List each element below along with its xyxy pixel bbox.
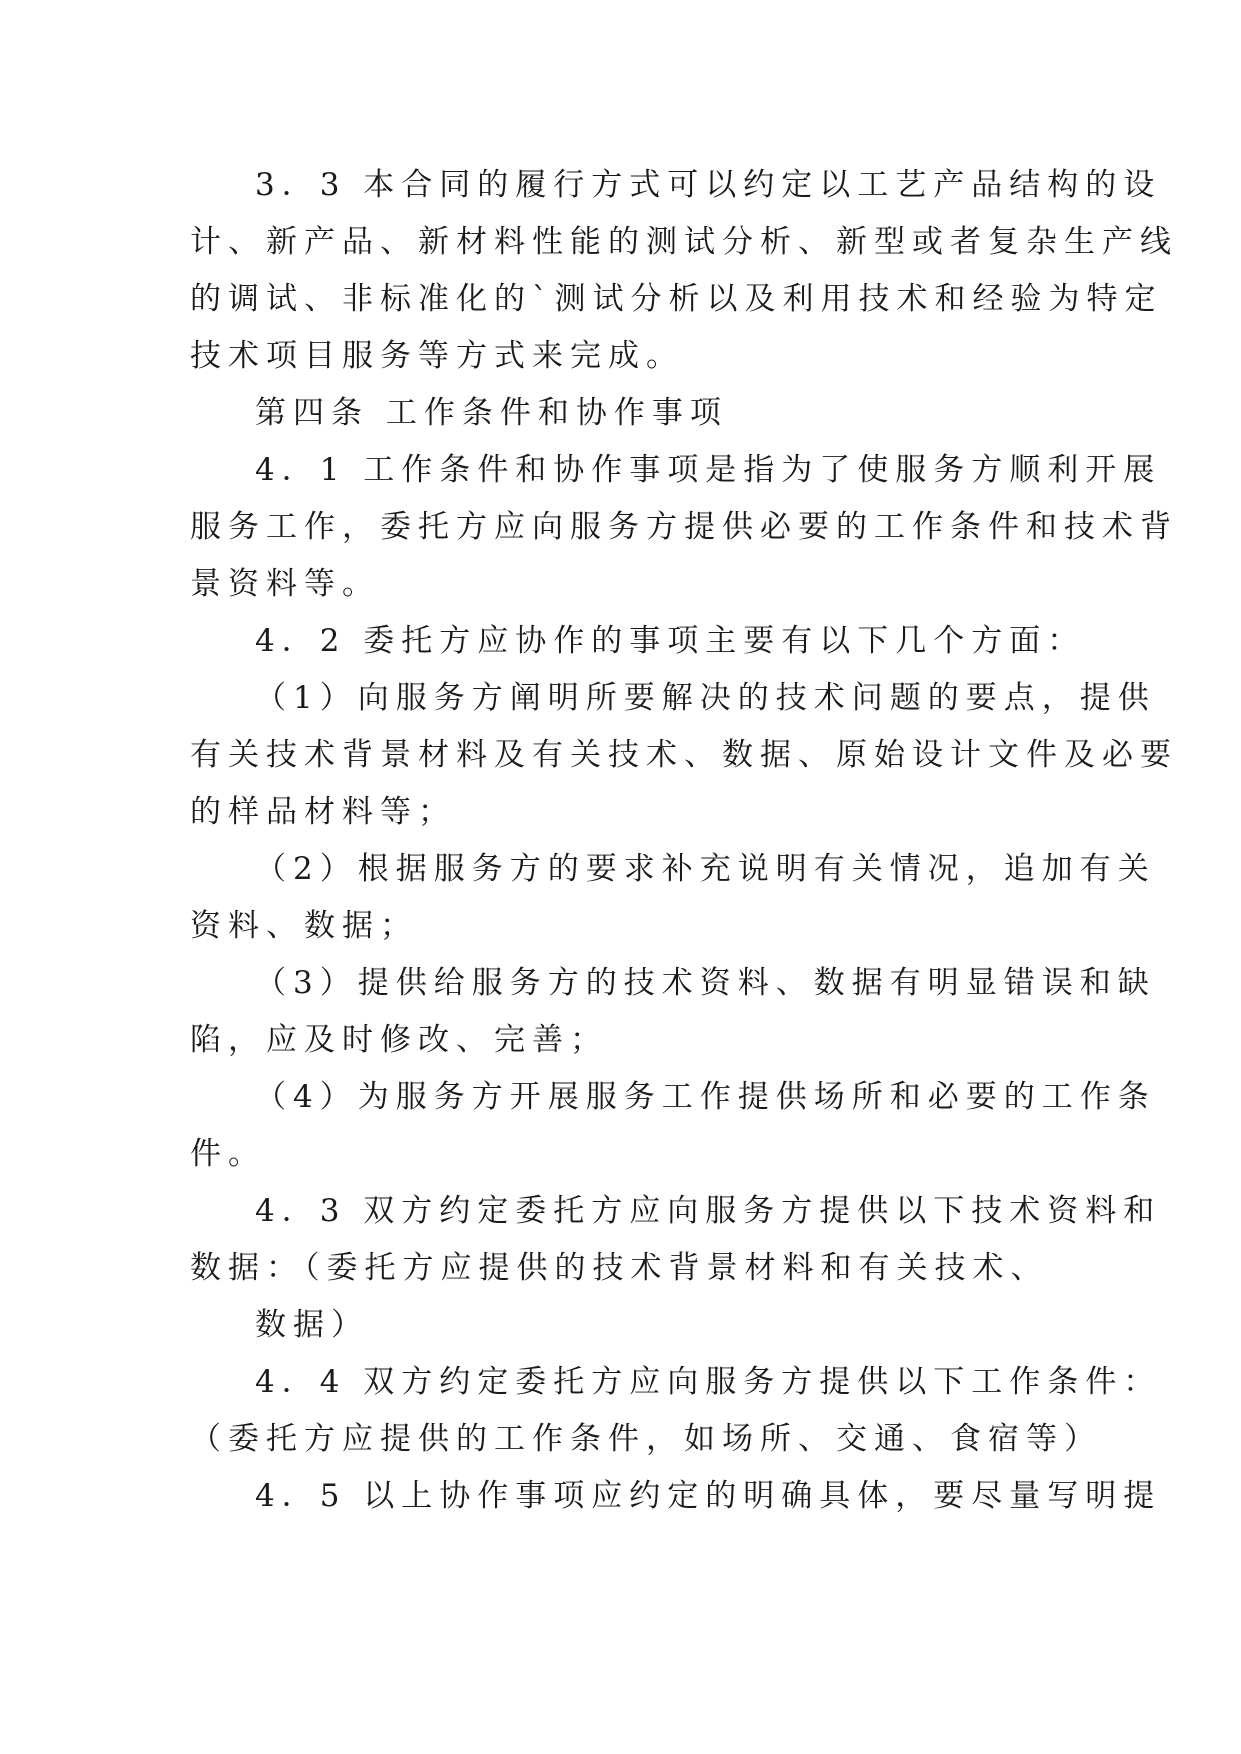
text-line: 有关技术背景材料及有关技术、数据、原始设计文件及必要	[190, 737, 1178, 773]
text-line: 资料、数据；	[190, 908, 418, 944]
section-heading: 第四条 工作条件和协作事项	[255, 395, 728, 431]
text-line: 技术项目服务等方式来完成。	[190, 338, 684, 374]
text-line: 陷，应及时修改、完善；	[190, 1022, 608, 1058]
list-item: （1）向服务方阐明所要解决的技术问题的要点，提供	[255, 680, 1156, 716]
text-line: 的样品材料等；	[190, 794, 456, 830]
list-item: （4）为服务方开展服务工作提供场所和必要的工作条	[255, 1079, 1156, 1115]
text-line: 件。	[190, 1136, 266, 1172]
text-line: 4．1 工作条件和协作事项是指为了使服务方顺利开展	[255, 452, 1162, 488]
text-line: 4．3 双方约定委托方应向服务方提供以下技术资料和	[255, 1193, 1162, 1229]
list-item: （2）根据服务方的要求补充说明有关情况，追加有关	[255, 851, 1156, 887]
text-line: 服务工作，委托方应向服务方提供必要的工作条件和技术背	[190, 509, 1178, 545]
text-line: 4．4 双方约定委托方应向服务方提供以下工作条件：	[255, 1364, 1162, 1400]
list-item: （3）提供给服务方的技术资料、数据有明显错误和缺	[255, 965, 1156, 1001]
text-line: 4．2 委托方应协作的事项主要有以下几个方面：	[255, 623, 1086, 659]
text-line: （委托方应提供的工作条件，如场所、交通、食宿等）	[190, 1421, 1102, 1457]
text-line: 数据：（委托方应提供的技术背景材料和有关技术、	[190, 1250, 1049, 1286]
text-line: 4．5 以上协作事项应约定的明确具体，要尽量写明提	[255, 1478, 1162, 1514]
text-line: 的调试、非标准化的`测试分析以及利用技术和经验为特定	[190, 281, 1163, 317]
text-line: 数据）	[255, 1307, 369, 1343]
text-line: 计、新产品、新材料性能的测试分析、新型或者复杂生产线	[190, 224, 1178, 260]
text-line: 3．3 本合同的履行方式可以约定以工艺产品结构的设	[255, 167, 1162, 203]
text-line: 景资料等。	[190, 566, 380, 602]
